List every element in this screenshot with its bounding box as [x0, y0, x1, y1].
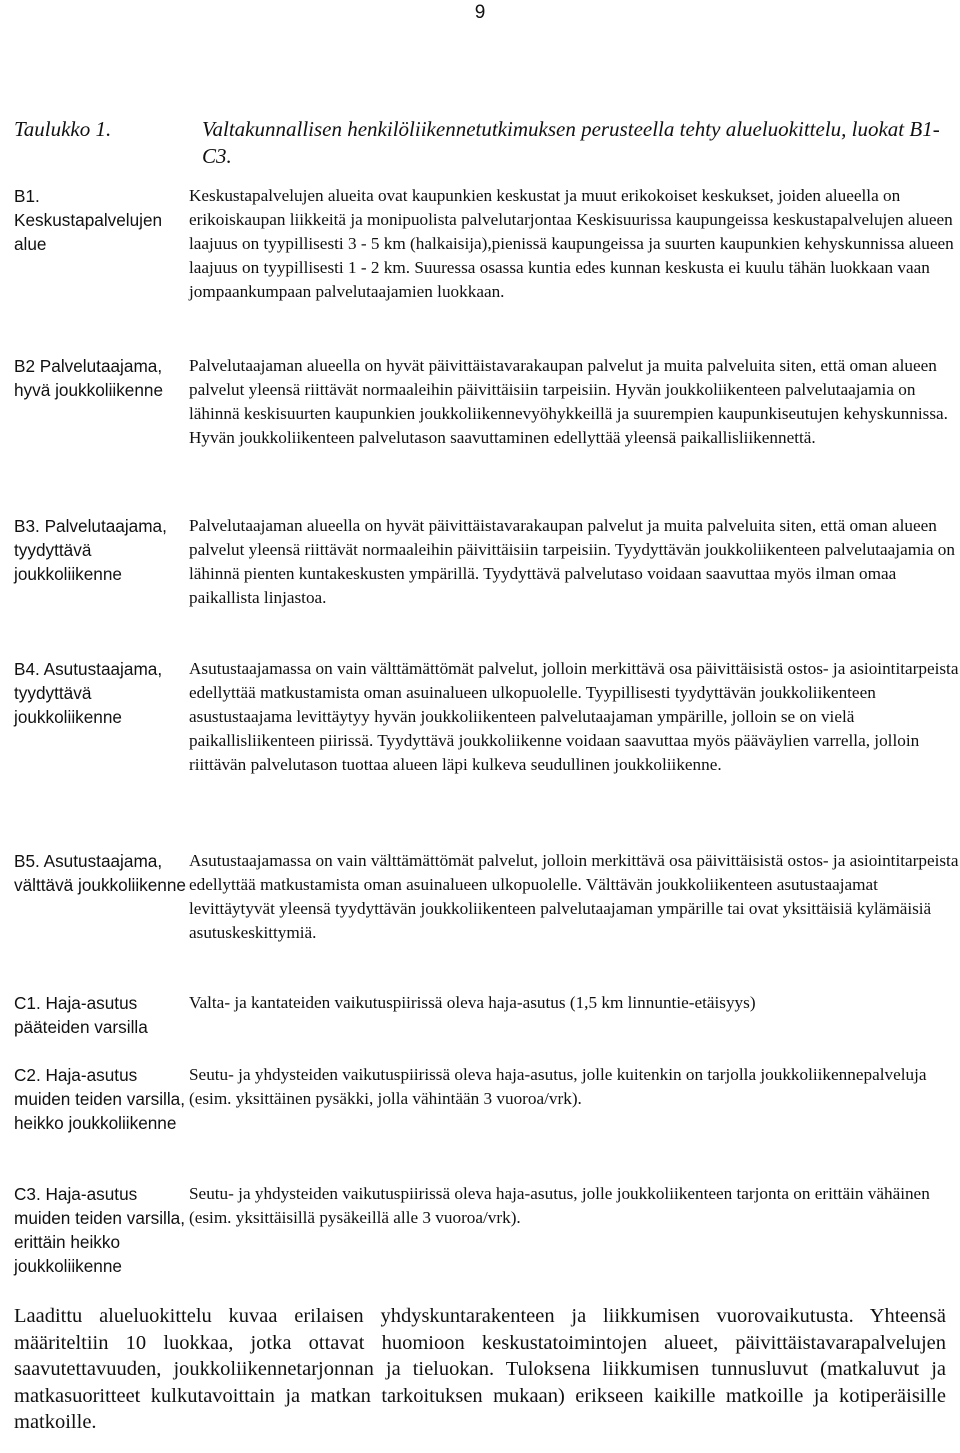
class-code: B5. Asutustaajama, välttävä joukkoliikenne — [14, 851, 186, 895]
table-row — [14, 352, 960, 512]
body-paragraph: Laadittu alueluokittelu kuvaa erilaisen yhdyskuntarakenteen ja liikkumisen vuorovaikutusta. Yhteensä määriteltiin 10 luokkaa, jotka ottavat huomioon keskustatoimintojen alueet, päivittäistavarapalvelujen saavutettavuuden, joukkoliikennetarjonnan ja tieluokan. Tuloksena liikkumisen tunnusluvut (matkaluvut ja matkasuoritteet kulkutavoittain ja matkan tarkoituksen mukaan) erikseen kaikille matkoille ja kotiperäisille matkoille. — [14, 1305, 946, 1433]
table-row — [14, 989, 960, 1061]
class-code: C1. Haja-asutus pääteiden varsilla — [14, 993, 148, 1037]
table-row — [14, 1180, 960, 1284]
page-number: 9 — [474, 2, 486, 23]
class-code: C3. Haja-asutus muiden teiden varsilla, erittäin heikko joukkoliikenne — [14, 1184, 186, 1276]
class-code: B1. Keskustapalvelujen alue — [14, 186, 163, 254]
table-row — [14, 655, 960, 847]
table-caption-text: Valtakunnallisen henkilöliikennetutkimuksen perusteella tehty alueluokittelu, luokat B1-C3. — [202, 117, 940, 168]
class-description: Seutu- ja yhdysteiden vaikutuspiirissä oleva haja-asutus, jolle joukkoliikenteen tarjonta on erittäin vähäinen (esim. yksittäisillä pysäkeillä alle 3 vuoroa/vrk). — [189, 1184, 930, 1227]
class-description: Keskustapalvelujen alueita ovat kaupunkien keskustat ja muut erikokoiset keskukset, joiden alueella on erikoiskaupan liikkeitä ja monipuolista palvelutarjontaa Keskisuurissa kaupungeissa keskustapalvelujen alueen laajuus on tyypillisesti 3 - 5 km (halkaisija),pienissä kaupungeissa ja suurten kaupunkien kehyskunnissa alueen laajuus on tyypillisesti 1 - 2 km. Suuressa osassa kuntia edes kunnan keskusta ei kuulu tähän luokkaan vaan jompaankumpaan palvelutaajamien luokkaan. — [189, 186, 954, 301]
table-row — [14, 847, 960, 989]
class-code: C2. Haja-asutus muiden teiden varsilla, heikko joukkoliikenne — [14, 1065, 186, 1133]
area-classification-table — [14, 184, 960, 1284]
table-row — [14, 184, 960, 352]
class-code: B2 Palvelutaajama, hyvä joukkoliikenne — [14, 356, 164, 400]
class-code: B3. Palvelutaajama, tyydyttävä joukkoliikenne — [14, 516, 167, 584]
table-row — [14, 1061, 960, 1180]
class-description: Valta- ja kantateiden vaikutuspiirissä oleva haja-asutus (1,5 km linnuntie-etäisyys) — [189, 993, 756, 1012]
table-row — [14, 512, 960, 655]
class-description: Asutustaajamassa on vain välttämättömät palvelut, jolloin merkittävä osa päivittäisistä ostos- ja asiointitarpeista edellyttää matkustamista oman asuinalueen ulkopuolelle. Välttävän joukkoliikenteen asutustaajamat levittäytyvät yleensä tyydyttävän joukkoliikenteen palvelutaajaman ympärille tai ovat yksittäisiä kylämäisiä asutuskeskittymiä. — [189, 851, 959, 942]
class-description: Seutu- ja yhdysteiden vaikutuspiirissä oleva haja-asutus, jolle kuitenkin on tarjolla joukkoliikennepalveluja (esim. yksittäinen pysäkki, jolla vähintään 3 vuoroa/vrk). — [189, 1065, 927, 1108]
class-description: Asutustaajamassa on vain välttämättömät palvelut, jolloin merkittävä osa päivittäisistä ostos- ja asiointitarpeista edellyttää matkustamista oman asuinalueen ulkopuolelle. Tyypillisesti tyydyttävän joukkoliikenteen asustustaajama levittäytyy hyvän joukkoliikenteen palvelutaajaman ympärille, jolloin se on vielä paikallisliikenteen piirissä. Tyydyttävä joukkoliikenne voidaan saavuttaa myös pääväylien varrella, jolloin riittävän palvelutason tuottaa alueen läpi kulkeva seudullinen joukkoliikenne. — [189, 659, 959, 774]
class-description: Palvelutaajaman alueella on hyvät päivittäistavarakaupan palvelut ja muita palveluita siten, että oman alueen palvelut yleensä riittävät normaaleihin päivittäisiin tarpeisiin. Hyvän joukkoliikenteen palvelutaajamia on lähinnä keskisuurten kaupunkien joukkoliikennevyöhykkeillä ja suurempien kaupunkiseutujen kehyskunnissa. Hyvän joukkoliikenteen palvelutason saavuttaminen edellyttää yleensä paikallisliikennettä. — [189, 356, 948, 447]
table-caption-label: Taulukko 1. — [14, 117, 112, 141]
class-code: B4. Asutustaajama, tyydyttävä joukkoliikenne — [14, 659, 163, 727]
class-description: Palvelutaajaman alueella on hyvät päivittäistavarakaupan palvelut ja muita palveluita siten, että oman alueen palvelut yleensä riittävät normaaleihin päivittäisiin tarpeisiin. Tyydyttävän joukkoliikenteen palvelutaajamia on lähinnä pienten kuntakeskusten ympärillä. Tyydyttävä palvelutaso voidaan saavuttaa myös ilman omaa paikallista linjastoa. — [189, 516, 955, 607]
